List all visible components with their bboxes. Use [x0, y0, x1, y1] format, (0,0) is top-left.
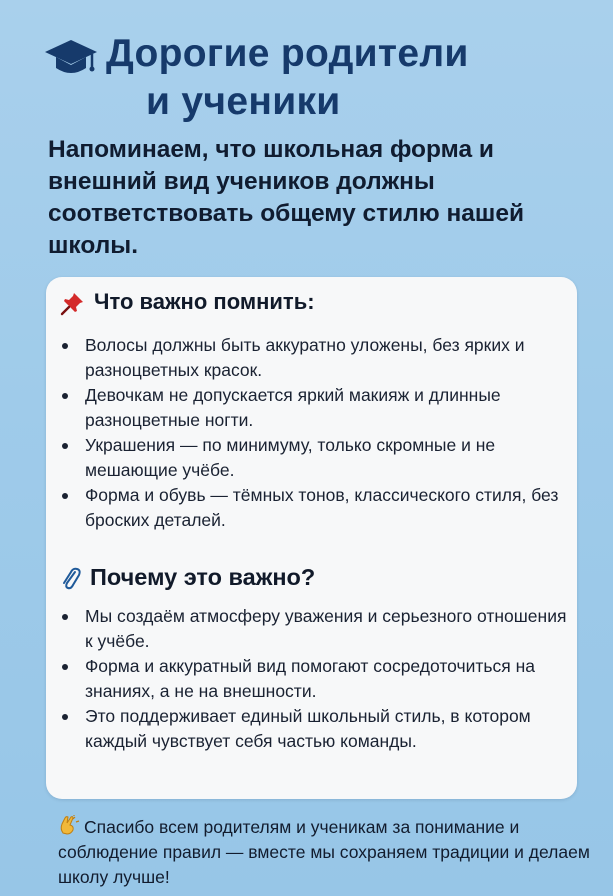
paperclip-icon: [60, 566, 82, 592]
important-list: [46, 333, 577, 533]
page-title: [106, 30, 469, 126]
important-heading-text: Что важно помнить:: [94, 289, 315, 314]
list-item: Мы создаём атмосферу уважения и серьезного отношения к учёбе.: [46, 604, 577, 654]
list-item: Волосы должны быть аккуратно уложены, без ярких и разноцветных красок.: [46, 333, 577, 383]
why-heading-text: Почему это важно?: [90, 564, 316, 590]
why-heading: [60, 564, 315, 592]
list-item: Форма и аккуратный вид помогают сосредоточиться на знаниях, а не на внешности.: [46, 654, 577, 704]
list-item: Украшения — по минимуму, только скромные и не мешающие учёбе.: [46, 433, 577, 483]
clapping-hands-icon: [58, 815, 80, 835]
title-line-1: Дорогие родители: [106, 32, 469, 75]
why-list: [46, 604, 577, 754]
list-item: Это поддерживает единый школьный стиль, в котором каждый чувствует себя частью команды.: [46, 704, 577, 754]
footer-text: [58, 815, 598, 890]
pushpin-icon: [60, 290, 86, 316]
info-card: [46, 277, 577, 799]
title-line-2: и ученики: [146, 80, 341, 123]
graduation-cap-icon: [44, 38, 98, 78]
list-item: Девочкам не допускается яркий макияж и длинные разноцветные ногти.: [46, 383, 577, 433]
important-heading: [60, 289, 315, 316]
list-item: Форма и обувь — тёмных тонов, классического стиля, без броских деталей.: [46, 483, 577, 533]
intro-text: Напоминаем, что школьная форма и внешний вид учеников должны соответствовать общему стилю нашей школы.: [48, 136, 525, 259]
footer-message: Спасибо всем родителям и ученикам за понимание и соблюдение правил — вместе мы сохраняем традиции и делаем школу лучше!: [58, 817, 590, 887]
